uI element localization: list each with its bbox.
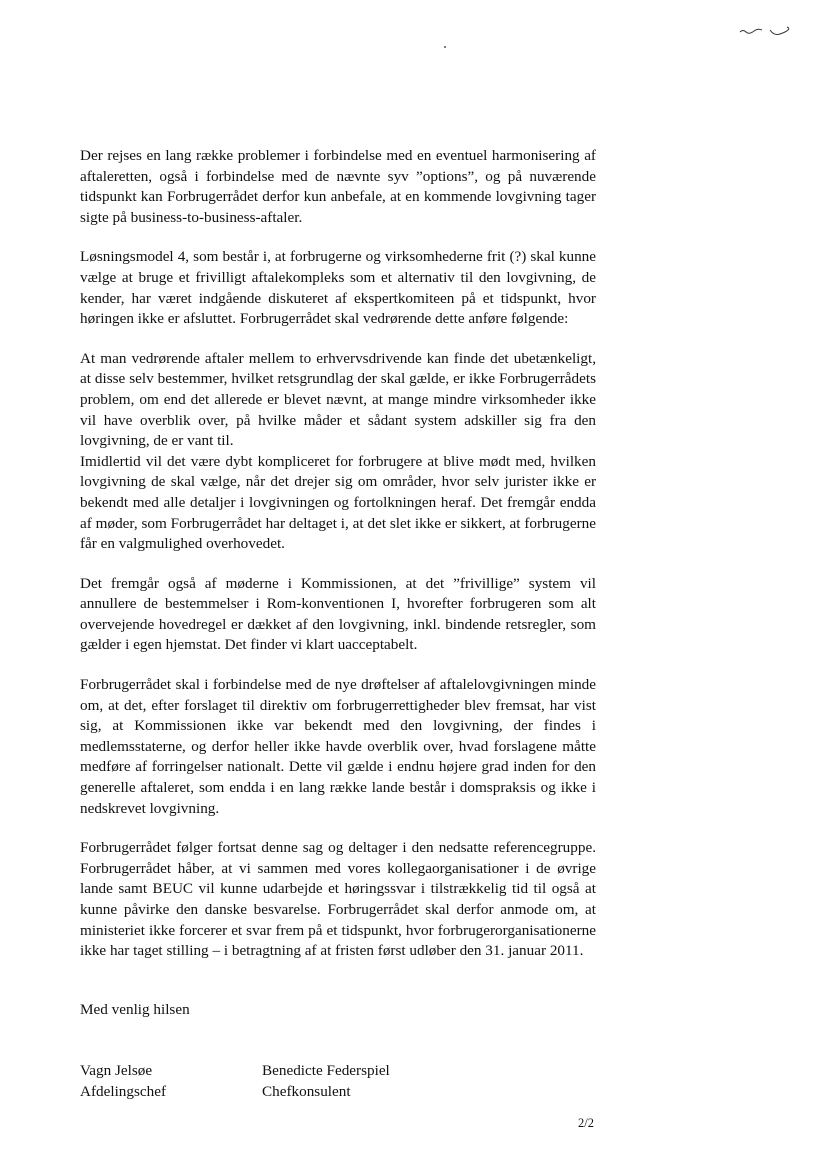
page-number: 2/2	[578, 1116, 594, 1130]
paragraph-reference-group: Forbrugerrådet følger fortsat denne sag og deltager i den nedsatte referencegruppe. Forbrugerrådet håber, at vi sammen med vores kollegaorganisationer i de øvrige lande samt BEUC vil kunne udarbejde et høringssvar i tilstrækkelig tid til også at kunne påvirke den danske besvarelse. Forbrugerrådet skal derfor anmode om, at ministeriet ikke forcerer et svar frem på et tidspunkt, hvor forbrugerorganisationerne ikke har taget stilling – i betragtning af at fristen først udløber den 31. januar 2011.	[80, 839, 596, 960]
paragraph-business-agreements: At man vedrørende aftaler mellem to erhvervsdrivende kan finde det ubetænkeligt, at disse selv bestemmer, hvilket retsgrundlag der skal gælde, er ikke Forbrugerrådets problem, om end det allerede er blevet nævnt, at mange mindre virksomheder ikke vil have overblik over, på hvilke måder et sådant system adskiller sig fra den lovgivning, de er vant til.	[80, 349, 596, 450]
signatory-2	[262, 1061, 390, 1102]
paragraph-commission-knowledge: Forbrugerrådet skal i forbindelse med de nye drøftelser af aftalelovgivningen minde om, at det, efter forslaget til direktiv om forbrugerrettigheder blev fremsat, har vist sig, at Kommissionen ikke var bekendt med den lovgivning, der findes i medlemsstaterne, og derfor heller ikke havde overblik over, hvad forslagene måtte medføre af forringelser nationalt. Dette vil gælde i endnu højere grad inden for den generelle aftaleret, som endda i en lang række lande består i domspraksis og ikke i nedskrevet lovgivning.	[80, 676, 596, 817]
letter-body	[80, 146, 596, 981]
signatory-1	[80, 1061, 166, 1102]
scan-speck	[444, 46, 446, 48]
paragraph-consumer-complexity: Imidlertid vil det være dybt kompliceret for forbrugere at blive mødt med, hvilken lovgivning de skal vælge, når det drejer sig om områder, hvor selv jurister ikke er bekendt med alle detaljer i lovgivningen og fortolkningen heraf. Det fremgår endda af møder, som Forbrugerrådet har deltaget i, at det slet ikke er sikkert, at forbrugerne får en valgmulighed overhovedet.	[80, 452, 596, 553]
signatory-name: Benedicte Federspiel	[262, 1062, 390, 1079]
paragraph-harmonisation: Der rejses en lang række problemer i forbindelse med en eventuel harmonisering af aftaleretten, også i forbindelse med de nævnte syv ”options”, og på nuværende tidspunkt kan Forbrugerrådet derfor kun anbefale, at en kommende lovgivning tager sigte på business-to-business-aftaler.	[80, 147, 596, 226]
signatory-title: Chefkonsulent	[262, 1082, 351, 1100]
signatory-name: Vagn Jelsøe	[80, 1062, 153, 1079]
handwritten-mark	[738, 24, 794, 40]
signatory-title: Afdelingschef	[80, 1082, 167, 1100]
closing-greeting: Med venlig hilsen	[80, 1001, 190, 1018]
paragraph-solution-model-4: Løsningsmodel 4, som består i, at forbrugerne og virksomhederne frit (?) skal kunne vælge at bruge et frivilligt aftalekompleks som et alternativ til den lovgivning, de kender, har været indgående diskuteret af ekspertkomiteen på et tidspunkt, hvor høringen ikke er afsluttet. Forbrugerrådet skal vedrørende dette anføre følgende:	[80, 248, 596, 328]
paragraph-rome-convention: Det fremgår også af møderne i Kommissionen, at det ”frivillige” system vil annullere de bestemmelser i Rom-konventionen I, hvorefter forbrugeren som alt overvejende hovedregel er dækket af den lovgivning, inkl. bindende retsregler, som gælder i egen hjemstat. Det finder vi klart uacceptabelt.	[80, 574, 596, 654]
